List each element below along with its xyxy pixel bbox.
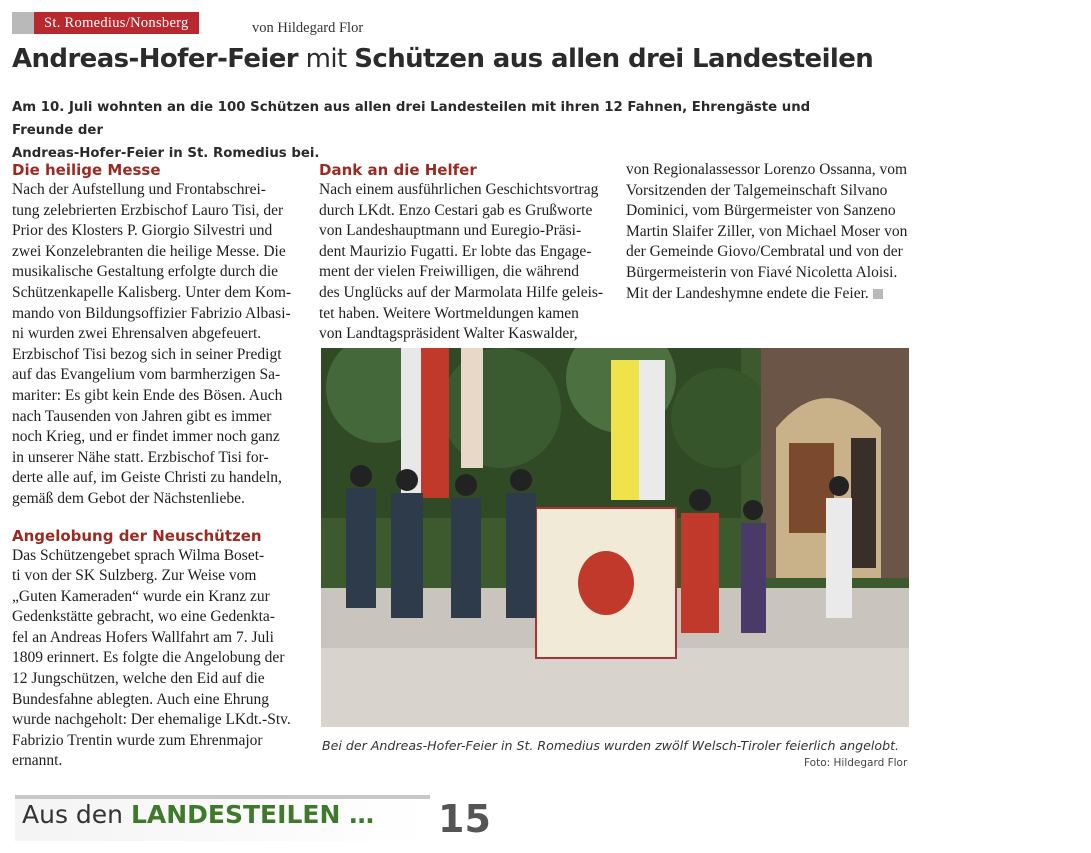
column-2 [319,160,619,345]
text-line: Fabrizio Trentin wurde zum Ehrenmajor [12,731,263,749]
text-line: tet haben. Weitere Wortmeldungen kamen [319,304,579,322]
text-line: Mit der Landeshymne endete die Feier. [626,284,926,305]
page-number: 15 [438,797,491,841]
text-line: tung zelebrierten Erzbischof Lauro Tisi, der [12,201,284,219]
footer-section-label [22,800,374,829]
text-line: Schützenkapelle Kalisberg. Unter dem Kom- [12,283,292,301]
headline-part-1: Andreas-Hofer-Feier [12,44,299,74]
text-line: Prior des Klosters P. Giorgio Silvestri und [12,222,273,240]
text-line: ernannt. [12,752,63,770]
column-1-paragraph-2 [12,546,302,773]
text-line: zwei Konzelebranten die heilige Messe. Die [12,242,286,260]
photo-caption: Bei der Andreas-Hofer-Feier in St. Romedius wurden zwölf Welsch-Tiroler feierlich angelobt. [322,738,900,753]
column-3-paragraph [626,160,926,304]
event-photo [321,348,909,727]
text-line: Bundesfahne ablegten. Auch eine Ehrung [12,690,269,708]
text-line: 1809 erinnert. Es folgte die Angelobung der [12,649,285,667]
headline-part-2: mit [298,44,355,74]
text-line: der Gemeinde Giovo/Cembratal und von der [626,243,903,261]
text-line: Bürgermeisterin von Fiavé Nicoletta Aloisi. [626,263,898,281]
text-line: ment der vielen Freiwilligen, die während [319,263,579,281]
text-line: derte alle auf, im Geiste Christi zu handeln, [12,469,282,487]
column-1 [12,160,302,772]
subheading-thanks: Dank an die Helfer [319,161,477,179]
photo-credit: Foto: Hildegard Flor [804,757,908,769]
text-line: mariter: Es gibt kein Ende des Bösen. Auch [12,386,283,404]
text-line: Dominici, vom Bürgermeister von Sanzeno [626,202,896,220]
text-line: von Regionalassessor Lorenzo Ossanna, vom [626,161,908,178]
footer-prefix: Aus den [22,800,131,829]
headline [12,44,873,74]
text-line: gemäß dem Gebot der Nächstenliebe. [12,489,245,507]
text-line: durch LKdt. Enzo Cestari gab es Grußworte [319,201,593,219]
text-line: mando von Bildungsoffizier Fabrizio Albasi- [12,304,291,322]
lead-paragraph [12,96,872,165]
byline: von Hildegard Flor [252,20,364,36]
subheading-holy-mass: Die heilige Messe [12,161,161,179]
photo-illustration [321,348,909,727]
text-line: auf das Evangelium vom barmherzigen Sa- [12,366,281,384]
text-line: Gedenkstätte gebracht, wo eine Gedenkta- [12,608,275,626]
text-line: Erzbischof Tisi bezog sich in seiner Predigt [12,345,282,363]
lead-line: Am 10. Juli wohnten an die 100 Schützen aus allen drei Landesteilen mit ihren 12 Fahnen, Ehrengäste und Freunde der [12,100,811,138]
kicker-gray-box [12,12,34,34]
text-line: in unserer Nähe statt. Erzbischof Tisi for- [12,448,269,466]
column-2-paragraph [319,180,619,345]
text-line: noch Krieg, und er findet immer noch ganz [12,428,280,446]
subheading-pledge: Angelobung der Neuschützen [12,526,262,545]
column-3 [626,160,926,304]
text-line: Nach einem ausführlichen Geschichtsvortrag [319,181,599,198]
text-line: fel an Andreas Hofers Wallfahrt am 7. Juli [12,628,274,646]
end-of-article-mark [873,289,883,299]
text-line: ni wurden zwei Ehrensalven abgefeuert. [12,325,262,343]
footer-section: LANDESTEILEN … [130,800,375,829]
text-line: von Landtagspräsident Walter Kaswalder, [319,325,578,343]
text-line: von Landeshauptmann und Euregio-Präsi- [319,222,582,240]
text-line: Vorsitzenden der Talgemeinschaft Silvano [626,181,888,199]
text-line: wurde nachgeholt: Der ehemalige LKdt.-Stv. [12,711,291,729]
text-line: nach Tausenden von Jahren gibt es immer [12,407,272,425]
text-line: Martin Slaifer Ziller, von Michael Moser von [626,222,908,240]
column-1-paragraph-1 [12,180,302,510]
lead-line: Andreas-Hofer-Feier in St. Romedius bei. [12,146,320,161]
headline-part-3: Schützen aus allen drei Landesteilen [354,44,874,74]
text-line: Das Schützengebet sprach Wilma Boset- [12,546,265,564]
text-line: des Unglücks auf der Marmolata Hilfe geleis- [319,283,604,301]
text-line: Nach der Aufstellung und Frontabschrei- [12,181,266,198]
text-line: musikalische Gestaltung erfolgte durch die [12,263,279,281]
text-line: ti von der SK Sulzberg. Zur Weise vom [12,567,257,585]
section-kicker: St. Romedius/Nonsberg [34,12,199,34]
text-line: „Guten Kameraden“ wurde ein Kranz zur [12,587,270,605]
text-line: dent Maurizio Fugatti. Er lobte das Engage- [319,242,592,260]
text-line: 12 Jungschützen, welche den Eid auf die [12,670,265,688]
